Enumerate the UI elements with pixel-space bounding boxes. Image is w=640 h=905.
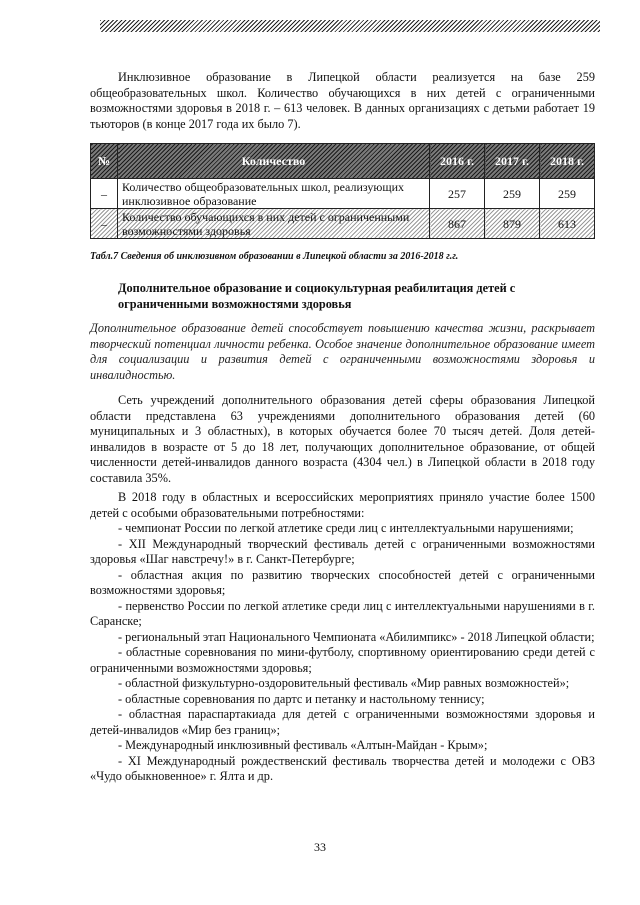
section-heading: Дополнительное образование и социокультурная реабилитация детей с ограниченными возможностями здоровья [118, 281, 516, 311]
table-caption: Табл.7 Сведения об инклюзивном образовании в Липецкой области за 2016-2018 г.г. [90, 251, 459, 262]
list-item: - Международный инклюзивный фестиваль «Алтын-Майдан - Крым»; [118, 738, 488, 752]
row-number: – [91, 179, 118, 209]
table-row [91, 209, 595, 239]
row-label: Количество обучающихся в них детей с ограниченными возможностями здоровья [118, 209, 430, 239]
network-paragraph: Сеть учреждений дополнительного образования детей сферы образования Липецкой области представлена 63 учреждениями дополнительного образования детей (60 муниципальных и 3 областных), в которых обучается более 70 тысяч детей. Доля детей-инвалидов в возрасте от 5 до 18 лет, получающих дополнительное образование, от общей численности детей-инвалидов данного возраста (4304 чел.) в Липецкой области в 2018 году составила 35%. [90, 393, 595, 485]
row-label: Количество общеобразовательных школ, реализующих инклюзивное образование [118, 179, 430, 209]
list-item: - областная акция по развитию творческих способностей детей с ограниченными возможностями здоровья; [90, 567, 595, 597]
list-item: - региональный этап Национального Чемпионата «Абилимпикс» - 2018 Липецкой области; [118, 629, 595, 644]
list-item: - XI Международный рождественский фестиваль творчества детей и молодежи с ОВЗ «Чудо обыкновенное» г. Ялта и др. [90, 753, 595, 783]
value-2016: 257 [430, 179, 485, 209]
header-number: № [91, 144, 118, 179]
list-item: - областные соревнования по мини-футболу, спортивному ориентированию среди детей с ограниченными возможностями здоровья; [90, 645, 595, 675]
list-item: - областная параспартакиада для детей с ограниченными возможностями здоровья и детей-инвалидов «Мир без границ»; [90, 707, 595, 737]
intro-paragraph: Инклюзивное образование в Липецкой области реализуется на базе 259 общеобразовательных школ. Количество обучающихся в них детей с ограниченными возможностями здоровья в 2018 г. – 613 человек. В данных организациях с детьми работает 19 тьюторов (в конце 2017 года их было 7). [90, 70, 595, 131]
header-2018: 2018 г. [540, 144, 595, 179]
value-2016: 867 [430, 209, 485, 239]
list-item: - чемпионат России по легкой атлетике среди лиц с интеллектуальными нарушениями; [118, 521, 574, 535]
row-number: – [91, 209, 118, 239]
header-2017: 2017 г. [485, 144, 540, 179]
list-item: - XII Международный творческий фестиваль детей с ограниченными возможностями здоровья «Шаг навстречу!» в г. Санкт-Петербурге; [90, 536, 595, 566]
list-item: - областные соревнования по дартс и петанку и настольному теннису; [118, 691, 485, 706]
inclusive-education-table [90, 143, 595, 239]
page-number: 33 [314, 840, 326, 854]
value-2017: 879 [485, 209, 540, 239]
value-2018: 259 [540, 179, 595, 209]
table-row [91, 179, 595, 209]
value-2018: 613 [540, 209, 595, 239]
italic-intro: Дополнительное образование детей способствует повышению качества жизни, раскрывает творческий потенциал личности ребенка. Особое значение дополнительное образование имеет для социализации и развития детей с ограниченными возможностями здоровья и инвалидностью. [90, 321, 595, 382]
events-section [90, 490, 595, 785]
value-2017: 259 [485, 179, 540, 209]
table-header-row [91, 144, 595, 179]
list-item: - областной физкультурно-оздоровительный фестиваль «Мир равных возможностей»; [118, 676, 570, 690]
header-quantity: Количество [118, 144, 430, 179]
list-item: - первенство России по легкой атлетике среди лиц с интеллектуальными нарушениями в г. Саранске; [90, 598, 595, 628]
events-intro: В 2018 году в областных и всероссийских мероприятиях приняло участие более 1500 детей с особыми образовательными потребностями: [90, 490, 595, 520]
header-decoration [100, 20, 600, 32]
header-2016: 2016 г. [430, 144, 485, 179]
